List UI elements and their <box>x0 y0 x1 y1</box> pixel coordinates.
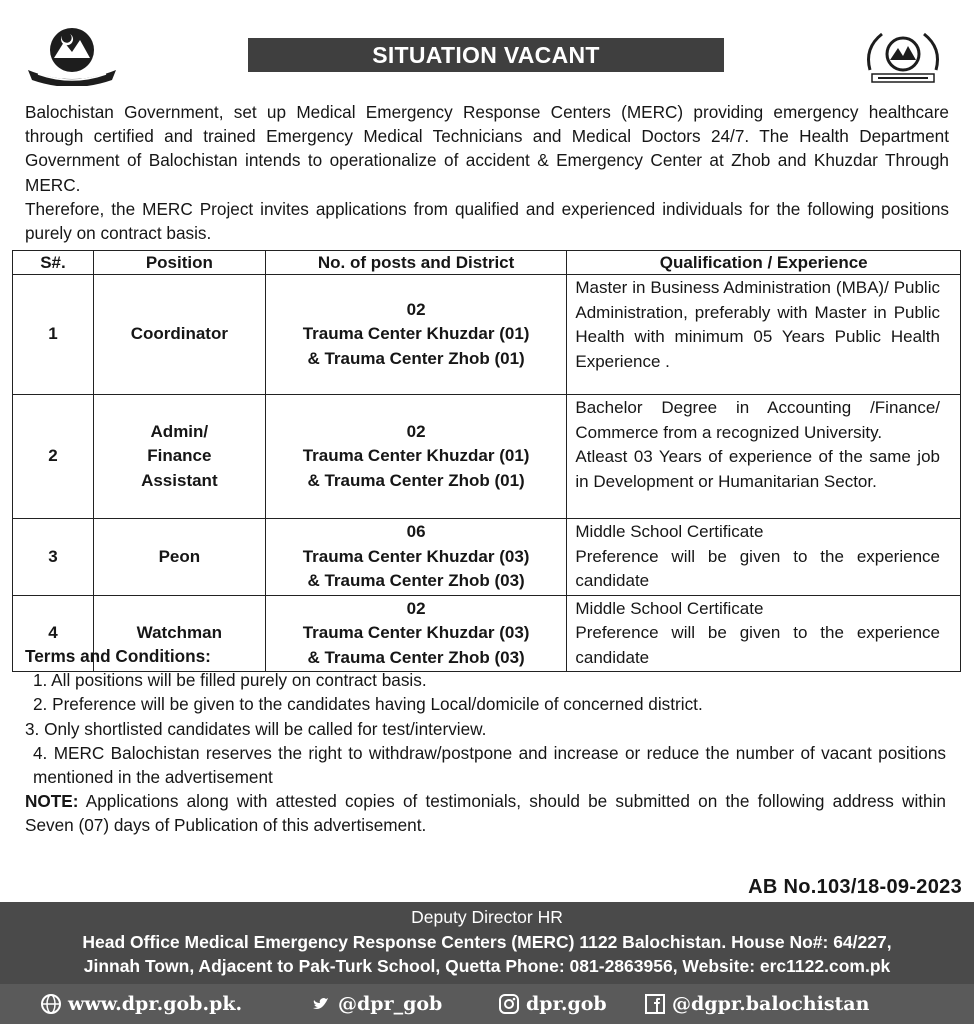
posts-district: & Trauma Center Zhob (03) <box>307 647 525 667</box>
social-twitter[interactable] <box>310 993 498 1015</box>
row-serial: 4 <box>13 595 94 672</box>
posts-district: & Trauma Center Zhob (01) <box>307 470 525 490</box>
facebook-handle[interactable]: @dgpr.balochistan <box>672 993 870 1015</box>
posts-count: 06 <box>406 522 426 541</box>
website-link[interactable]: www.dpr.gob.pk. <box>68 993 243 1015</box>
posts-district: & Trauma Center Zhob (01) <box>307 348 525 368</box>
row-qualification <box>567 395 961 519</box>
row-serial: 3 <box>13 519 94 596</box>
terms-item: 4. MERC Balochistan reserves the right to withdraw/postpone and increase or reduce the number of vacant positions mentioned in the advertisement <box>33 742 946 788</box>
social-strip <box>0 984 974 1024</box>
terms-item: 1. All positions will be filled purely on contract basis. <box>33 670 427 691</box>
globe-icon <box>40 993 62 1015</box>
qualification-line: Master in Business Administration (MBA)/ Public Administration, preferably with Master in Public Health with minimum 05 Years Public Health Experience . <box>575 278 940 371</box>
balochistan-emblem-logo <box>24 24 120 86</box>
qualification-line: Preference will be given to the experience candidate <box>575 623 940 667</box>
footer-address-line: Jinnah Town, Adjacent to Pak-Turk School, Quetta Phone: 081-2863956, Website: erc1122.com.pk <box>83 956 891 976</box>
posts-count: 02 <box>406 421 426 441</box>
position-line: Watchman <box>136 623 222 642</box>
table-row <box>13 395 961 519</box>
posts-district: Trauma Center Khuzdar (03) <box>302 546 530 566</box>
position-line: Assistant <box>141 470 218 490</box>
header-posts: No. of posts and District <box>265 251 567 275</box>
note-text: Applications along with attested copies of testimonials, should be submitted on the following address within Seven (07) days of Publication of this advertisement. <box>25 791 946 836</box>
posts-district: Trauma Center Khuzdar (01) <box>302 324 530 344</box>
posts-count: 02 <box>406 299 426 319</box>
ad-title: SITUATION VACANT <box>248 38 724 72</box>
intro-text <box>25 100 949 245</box>
qualification-line: Middle School Certificate <box>575 598 764 618</box>
contact-footer <box>0 902 974 984</box>
qualification-line: Middle School Certificate <box>575 522 764 541</box>
row-serial: 2 <box>13 395 94 519</box>
row-position <box>93 275 265 395</box>
table-row <box>13 275 961 395</box>
position-line: Finance <box>147 446 212 466</box>
qualification-line: Bachelor Degree in Accounting /Finance/ Commerce from a recognized University. <box>575 398 940 442</box>
position-line: Coordinator <box>130 324 228 344</box>
terms-heading: Terms and Conditions: <box>25 646 211 666</box>
row-qualification <box>567 519 961 596</box>
table-header-row <box>13 251 961 275</box>
qualification-line: Preference will be given to the experience candidate <box>575 546 940 590</box>
header-qualification: Qualification / Experience <box>567 251 961 275</box>
row-posts <box>265 275 567 395</box>
position-line: Admin/ <box>150 421 209 441</box>
footer-address-line: Head Office Medical Emergency Response Centers (MERC) 1122 Balochistan. House No#: 64/227, <box>82 931 892 952</box>
row-qualification <box>567 275 961 395</box>
note-label: NOTE: <box>25 791 79 812</box>
instagram-icon <box>498 993 520 1015</box>
intro-paragraph-2: Therefore, the MERC Project invites applications from qualified and experienced individuals for the following positions purely on contract basis. <box>25 198 949 244</box>
footer-designation: Deputy Director HR <box>411 907 563 927</box>
note-paragraph <box>25 789 946 837</box>
header-serial: S#. <box>13 251 94 275</box>
twitter-handle[interactable]: @dpr_gob <box>338 993 443 1015</box>
ad-reference-number: AB No.103/18-09-2023 <box>748 876 962 898</box>
posts-district: Trauma Center Khuzdar (01) <box>302 446 530 466</box>
merc-emblem-logo <box>860 26 946 88</box>
posts-count: 02 <box>406 598 426 618</box>
posts-district: & Trauma Center Zhob (03) <box>307 571 525 590</box>
social-instagram[interactable] <box>498 993 644 1015</box>
row-posts <box>265 395 567 519</box>
terms-item: 2. Preference will be given to the candidates having Local/domicile of concerned district. <box>33 694 703 715</box>
row-position <box>93 519 265 596</box>
positions-table <box>12 250 961 672</box>
row-posts <box>265 519 567 596</box>
social-facebook[interactable] <box>644 993 869 1015</box>
facebook-icon <box>644 993 666 1015</box>
header-position: Position <box>93 251 265 275</box>
row-serial: 1 <box>13 275 94 395</box>
position-line: Peon <box>158 546 201 566</box>
table-row <box>13 519 961 596</box>
qualification-line: Atleast 03 Years of experience of the same job in Development or Humanitarian Sector. <box>575 447 940 491</box>
instagram-handle[interactable]: dpr.gob <box>526 993 607 1015</box>
row-position <box>93 395 265 519</box>
terms-item: 3. Only shortlisted candidates will be called for test/interview. <box>25 718 487 739</box>
terms-section <box>25 644 946 838</box>
intro-paragraph-1: Balochistan Government, set up Medical Emergency Response Centers (MERC) providing emergency healthcare through certified and trained Emergency Medical Technicians and Medical Doctors 24/7. The Health Department Government of Balochistan intends to operationalize of accident & Emergency Center at Zhob and Khuzdar Through MERC. <box>25 102 949 195</box>
twitter-icon <box>310 993 332 1015</box>
social-website[interactable] <box>40 993 310 1015</box>
posts-district: Trauma Center Khuzdar (03) <box>302 623 530 642</box>
